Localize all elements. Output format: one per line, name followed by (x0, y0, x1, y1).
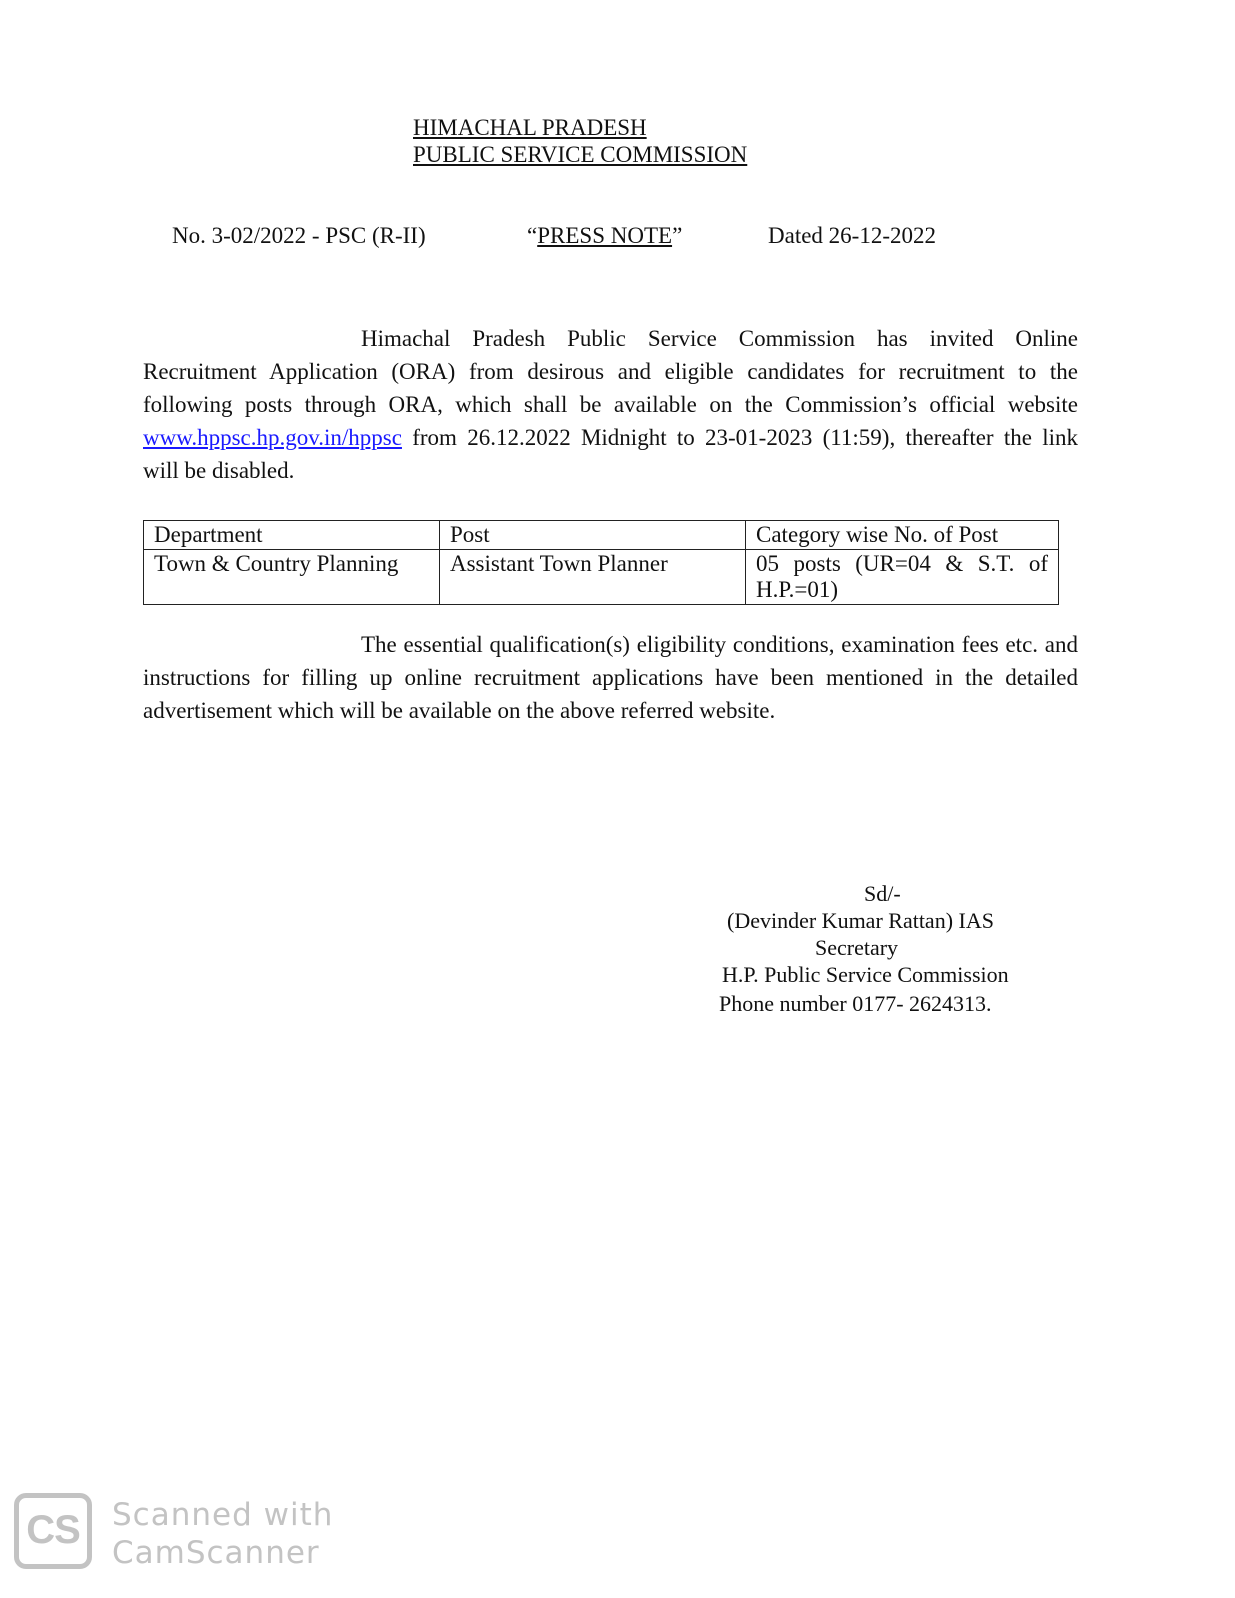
signatory-office: H.P. Public Service Commission (722, 962, 1009, 987)
signatory-name: (Devinder Kumar Rattan) IAS (727, 908, 994, 933)
heading-line-1: HIMACHAL PRADESH (413, 115, 647, 140)
watermark-line-2: CamScanner (112, 1535, 320, 1571)
signatory-designation: Secretary (815, 935, 899, 960)
table-cell-category: 05 posts (UR=04 & S.T. of H.P.=01) (746, 550, 1059, 605)
watermark-line-1: Scanned with (112, 1497, 334, 1533)
document-heading (413, 114, 747, 168)
heading-line-2: PUBLIC SERVICE COMMISSION (413, 142, 748, 167)
date-line: Dated 26-12-2022 (768, 223, 936, 248)
table-header-row (144, 521, 1059, 550)
press-note-title: “PRESS NOTE” (527, 223, 683, 248)
signature-sd: Sd/- (864, 881, 901, 906)
press-note-label: PRESS NOTE (537, 223, 673, 248)
reference-number: No. 3-02/2022 - PSC (R-II) (172, 223, 426, 248)
table-header-cell: Post (440, 521, 746, 550)
camscanner-watermark (112, 1496, 333, 1572)
body-paragraph-2: The essential qualification(s) eligibility conditions, examination fees etc. and instructions for filling up online recruitment applications have been mentioned in the detailed advertisement which will be available on the above referred website. (143, 632, 1078, 723)
posts-table (143, 520, 1059, 605)
camscanner-logo-icon: CS (14, 1493, 92, 1569)
signatory-phone: Phone number 0177- 2624313. (719, 991, 992, 1016)
website-link[interactable]: www.hppsc.hp.gov.in/hppsc (143, 425, 402, 450)
table-row (144, 550, 1059, 605)
table-header-cell: Department (144, 521, 440, 550)
table-header-cell: Category wise No. of Post (746, 521, 1059, 550)
table-cell-post: Assistant Town Planner (440, 550, 746, 605)
body-paragraph-1: Himachal Pradesh Public Service Commission has invited Online Recruitment Application (ORA) from desirous and eligible candidates for recruitment to the following posts through ORA, which shall be available on the Commission’s official website www.hppsc.hp.gov.in/hppsc from 26.12.2022 Midnight to 23-01-2023 (11:59), thereafter the link will be disabled. (143, 326, 1078, 483)
table-cell-department: Town & Country Planning (144, 550, 440, 605)
